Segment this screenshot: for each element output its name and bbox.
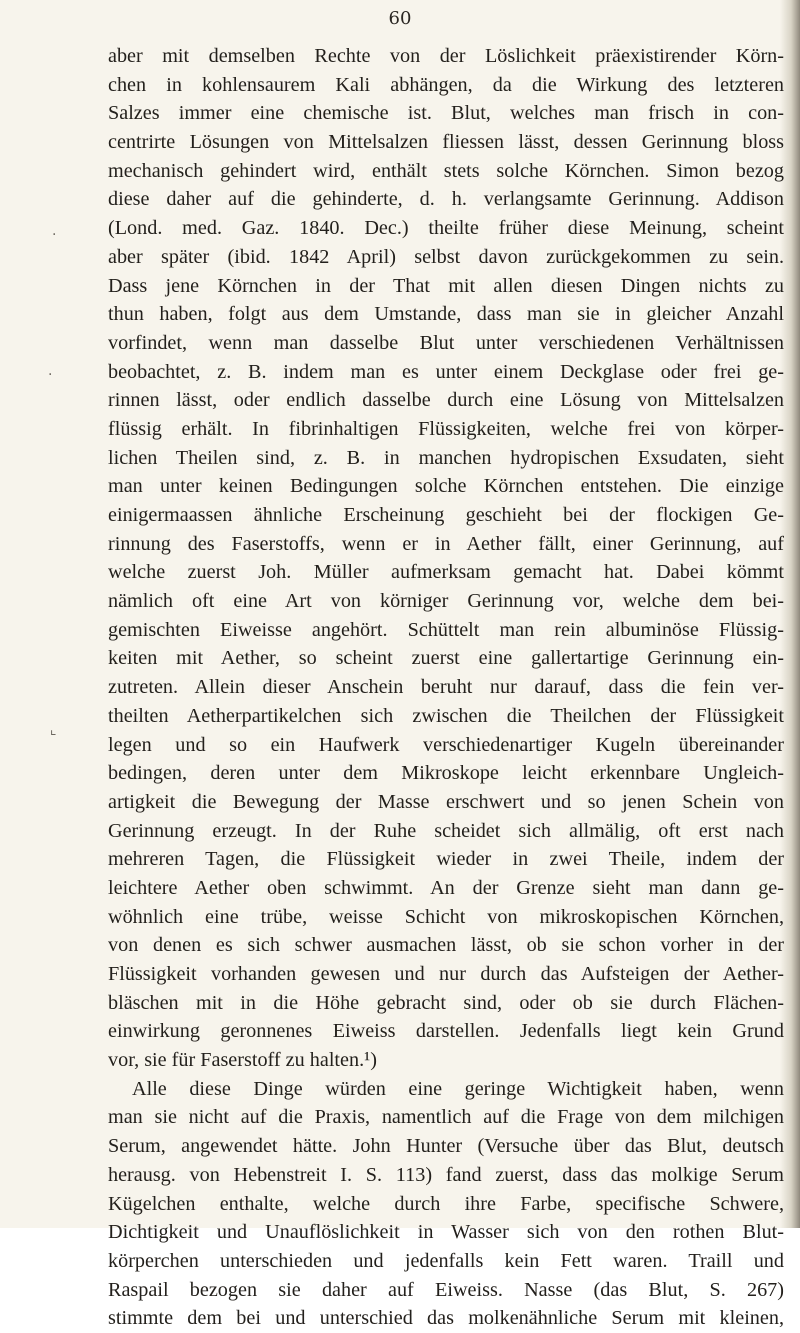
text-line: nämlich oft eine Art von körniger Gerinnung vor, welche dem bei- xyxy=(108,590,784,613)
text-line: Alle diese Dinge würden eine geringe Wichtigkeit haben, wenn xyxy=(132,1077,784,1100)
text-line: lichen Theilen sind, z. B. in manchen hydropischen Exsudaten, sieht xyxy=(108,446,784,469)
text-line: beobachtet, z. B. indem man es unter einem Deckglase oder frei ge- xyxy=(108,360,784,383)
text-line: herausg. von Hebenstreit I. S. 113) fand zuerst, dass das molkige Serum xyxy=(108,1163,784,1186)
text-line: centrirte Lösungen von Mittelsalzen fliessen lässt, dessen Gerinnung bloss xyxy=(108,131,784,154)
text-line: thun haben, folgt aus dem Umstande, dass man sie in gleicher Anzahl xyxy=(108,303,784,326)
text-line: wöhnlich eine trübe, weisse Schicht von mikroskopischen Körnchen, xyxy=(108,905,784,928)
text-line: bedingen, deren unter dem Mikroskope leicht erkennbare Ungleich- xyxy=(108,762,784,785)
text-line: artigkeit die Bewegung der Masse erschwert und so jenen Schein von xyxy=(108,790,784,813)
text-line: mehreren Tagen, die Flüssigkeit wieder in zwei Theile, indem der xyxy=(108,848,784,871)
text-line: körperchen unterschieden und jedenfalls kein Fett waren. Traill und xyxy=(108,1249,784,1272)
text-line: aber mit demselben Rechte von der Löslichkeit präexistirender Körn- xyxy=(108,45,784,67)
text-line: theilten Aetherpartikelchen sich zwischen die Theilchen der Flüssigkeit xyxy=(108,704,784,727)
text-line: bläschen mit in die Höhe gebracht sind, oder ob sie durch Flächen- xyxy=(108,991,784,1014)
text-line: stimmte dem bei und unterschied das molkenähnliche Serum mit kleinen, xyxy=(108,1307,784,1330)
text-line: Dichtigkeit und Unauflöslichkeit in Wasser sich von den rothen Blut- xyxy=(108,1221,784,1244)
text-line: (Lond. med. Gaz. 1840. Dec.) theilte früher diese Meinung, scheint xyxy=(108,217,784,240)
text-line: vor, sie für Faserstoff zu halten.¹) xyxy=(108,1049,377,1072)
text-line: Kügelchen enthalte, welche durch ihre Farbe, specifische Schwere, xyxy=(108,1192,784,1215)
text-line: chen in kohlensaurem Kali abhängen, da die Wirkung des letzteren xyxy=(108,73,784,96)
text-line: legen und so ein Haufwerk verschiedenartiger Kugeln übereinander xyxy=(108,733,784,756)
text-line: diese daher auf die gehinderte, d. h. verlangsamte Gerinnung. Addison xyxy=(108,188,784,211)
text-line: Salzes immer eine chemische ist. Blut, welches man frisch in con- xyxy=(108,102,784,125)
text-line: vorfindet, wenn man dasselbe Blut unter verschiedenen Verhältnissen xyxy=(108,331,784,354)
text-line: keiten mit Aether, so scheint zuerst eine gallertartige Gerinnung ein- xyxy=(108,647,784,670)
text-line: Serum, angewendet hätte. John Hunter (Versuche über das Blut, deutsch xyxy=(108,1135,784,1158)
margin-mark: ⌞ xyxy=(50,722,57,738)
text-line: welche zuerst Joh. Müller aufmerksam gemacht hat. Dabei kömmt xyxy=(108,561,784,584)
text-line: Dass jene Körnchen in der That mit allen diesen Dingen nichts zu xyxy=(108,274,784,297)
text-line: gemischten Eiweisse angehört. Schüttelt man rein albuminöse Flüssig- xyxy=(108,618,784,641)
text-line: mechanisch gehindert wird, enthält stets solche Körnchen. Simon bezog xyxy=(108,159,784,182)
text-line: Flüssigkeit vorhanden gewesen und nur durch das Aufsteigen der Aether- xyxy=(108,963,784,985)
body-text xyxy=(108,42,784,1333)
margin-dot: · xyxy=(48,367,53,383)
margin-dot: · xyxy=(52,227,57,243)
text-line: rinnung des Faserstoffs, wenn er in Aether fällt, einer Gerinnung, auf xyxy=(108,532,784,555)
text-line: flüssig erhält. In fibrinhaltigen Flüssigkeiten, welche frei von körper- xyxy=(108,417,784,440)
text-line: rinnen lässt, oder endlich dasselbe durch eine Lösung von Mittelsalzen xyxy=(108,389,784,412)
text-line: aber später (ibid. 1842 April) selbst davon zurückgekommen zu sein. xyxy=(108,245,784,268)
text-line: einigermaassen ähnliche Erscheinung geschieht bei der flockigen Ge- xyxy=(108,504,784,526)
text-line: Raspail bezogen sie daher auf Eiweiss. Nasse (das Blut, S. 267) xyxy=(108,1278,784,1301)
text-line: man sie nicht auf die Praxis, namentlich auf die Frage von dem milchigen xyxy=(108,1106,784,1129)
text-line: zutreten. Allein dieser Anschein beruht nur darauf, dass die fein ver- xyxy=(108,676,784,699)
text-line: von denen es sich schwer ausmachen lässt, ob sie schon vorher in der xyxy=(108,934,784,957)
text-line: Gerinnung erzeugt. In der Ruhe scheidet sich allmälig, oft erst nach xyxy=(108,819,784,842)
text-line: man unter keinen Bedingungen solche Körnchen entstehen. Die einzige xyxy=(108,475,784,498)
text-line: einwirkung geronnenes Eiweiss darstellen. Jedenfalls liegt kein Grund xyxy=(108,1020,784,1043)
text-line: leichtere Aether oben schwimmt. An der Grenze sieht man dann ge- xyxy=(108,876,784,899)
page-number: 60 xyxy=(388,8,412,29)
